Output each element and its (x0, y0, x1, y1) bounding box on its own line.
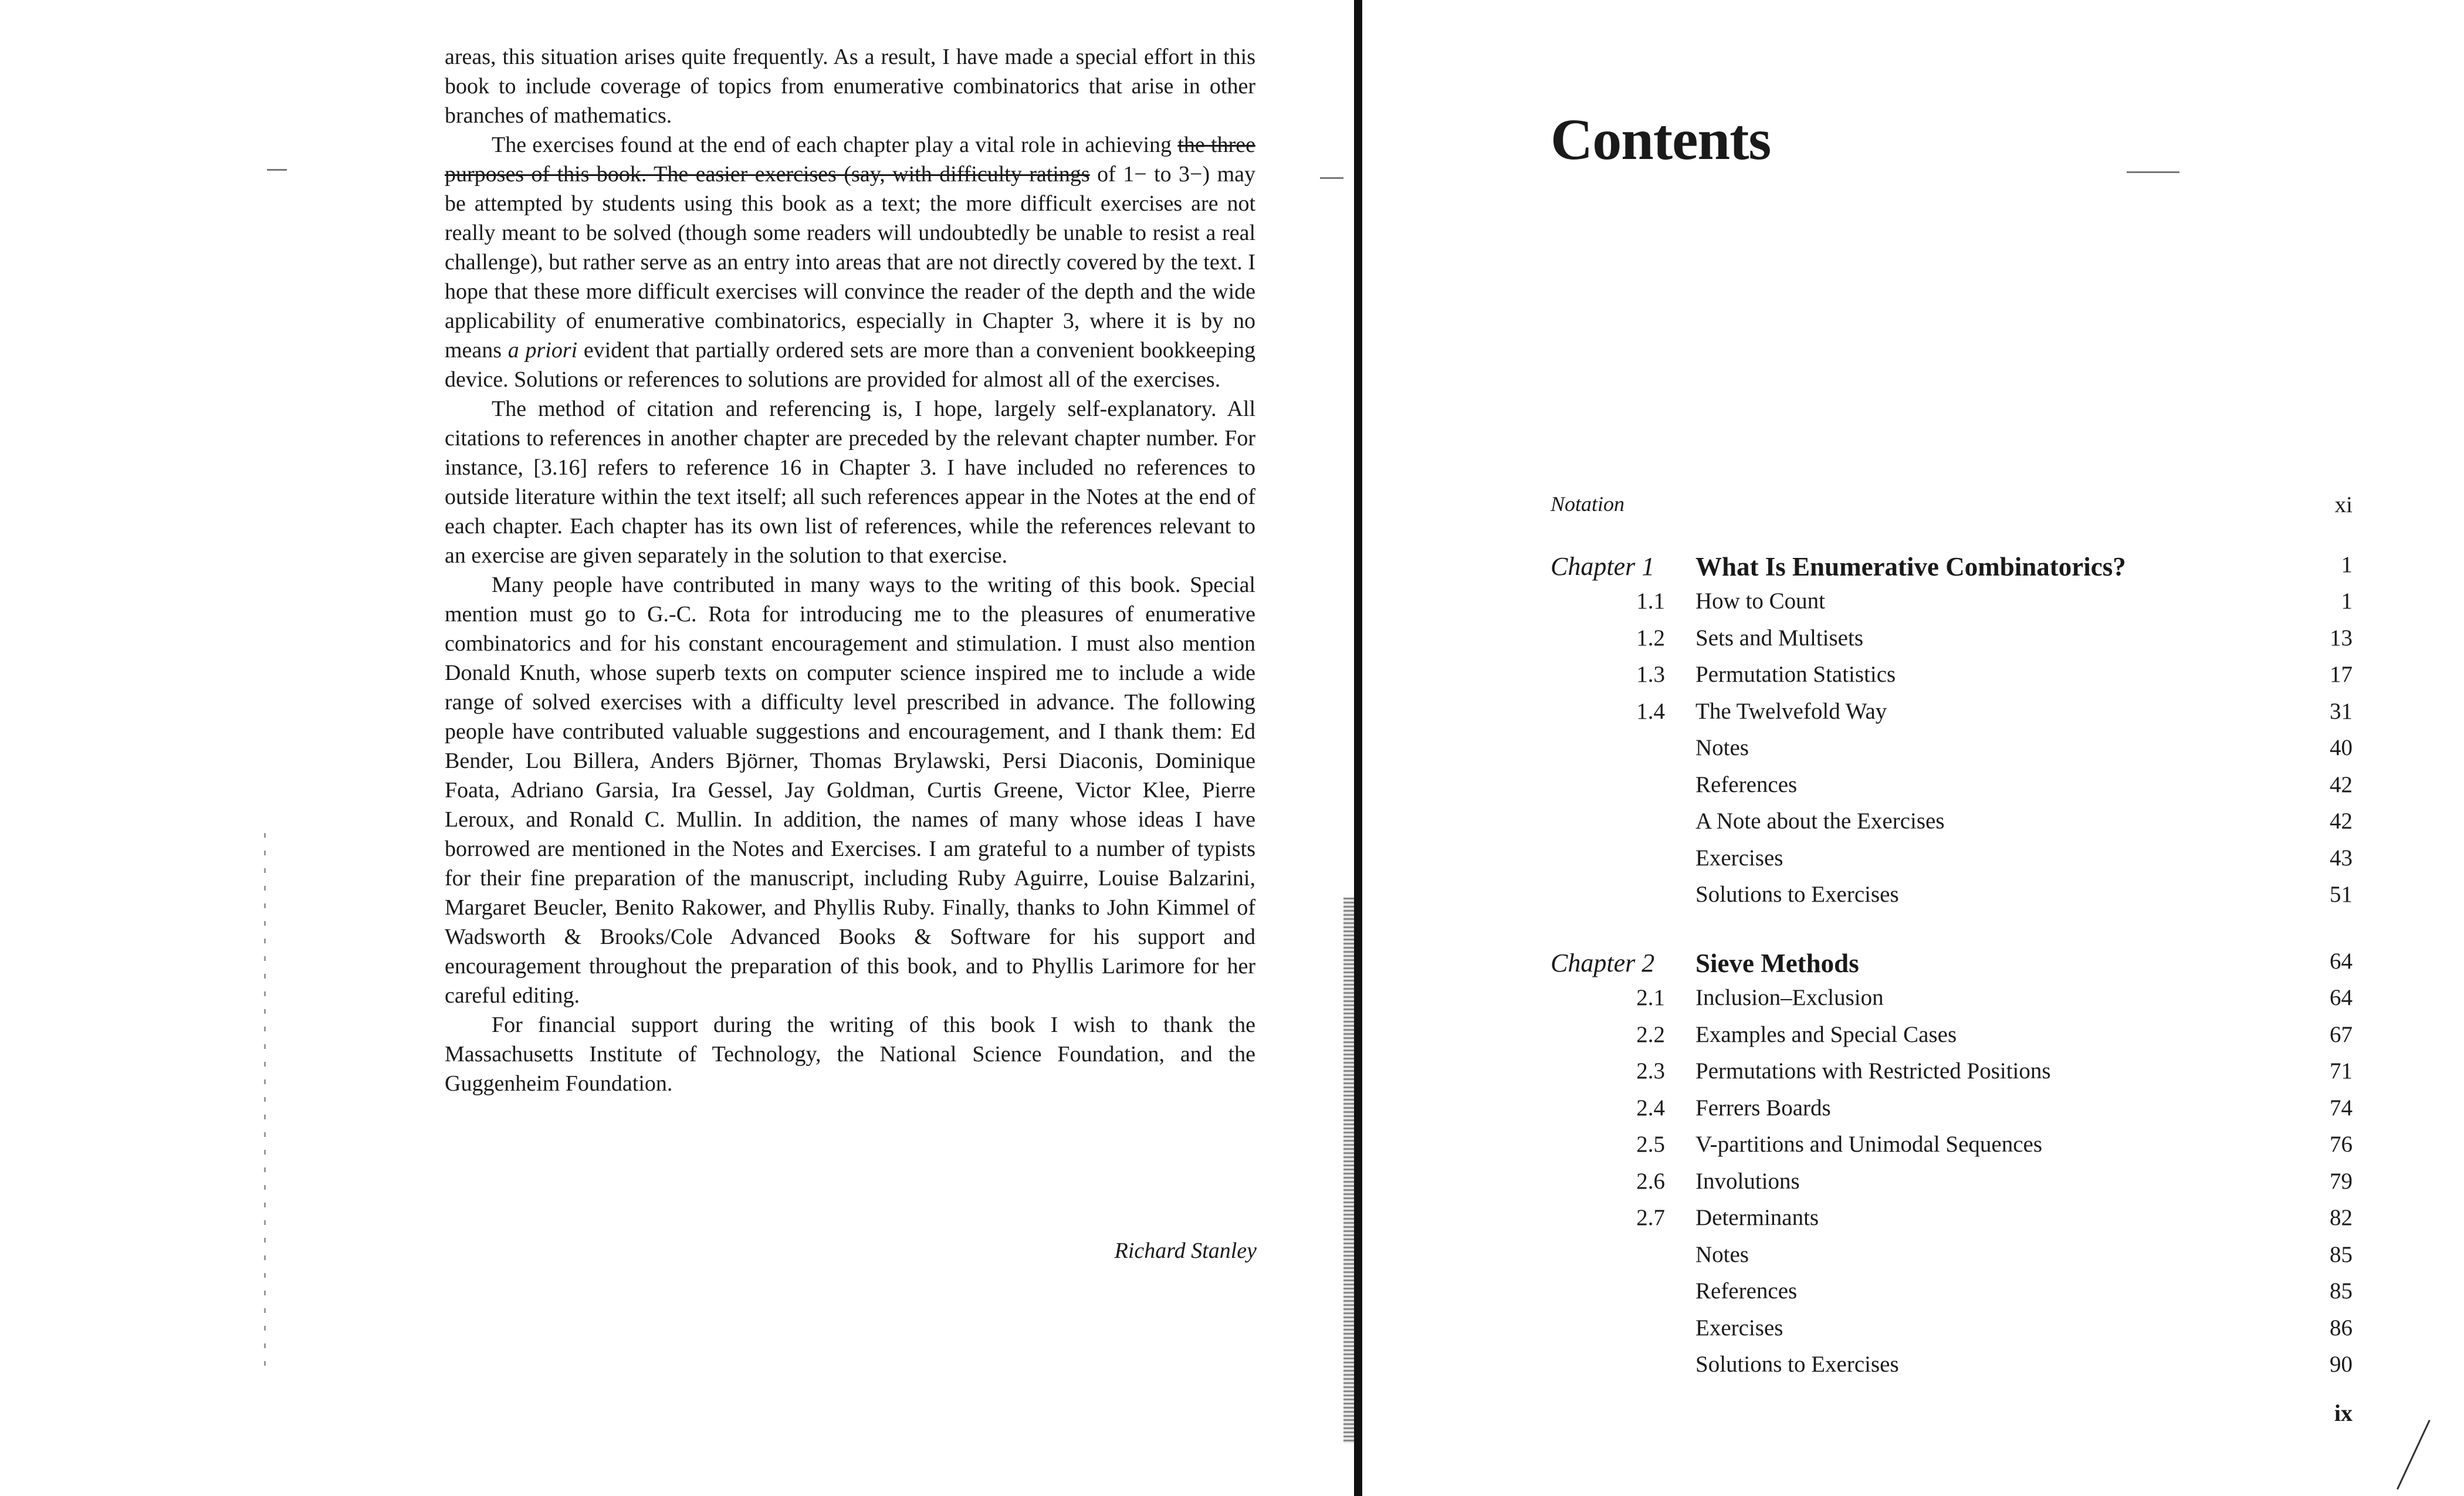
toc-entry-row (0, 808, 2464, 843)
toc-entry-row (0, 735, 2464, 770)
toc-page-number: 13 (2330, 625, 2353, 651)
toc-page-number: 74 (2330, 1095, 2353, 1121)
toc-entry-row (0, 1278, 2464, 1313)
toc-page-number: 64 (2330, 949, 2353, 974)
toc-section-title: Solutions to Exercises (1695, 882, 1899, 907)
toc-page-number: 67 (2330, 1021, 2353, 1047)
margin-tick (1320, 177, 1343, 179)
margin-tick (267, 169, 287, 171)
toc-section-title: Permutations with Restricted Positions (1695, 1058, 2051, 1084)
toc-entry-row (0, 771, 2464, 807)
margin-tick (2127, 171, 2179, 173)
toc-chapter-row (0, 948, 2464, 983)
page-number: ix (2334, 1400, 2353, 1426)
toc-section-title: The Twelvefold Way (1695, 698, 1887, 724)
toc-page-number: 40 (2330, 735, 2353, 760)
toc-chapter-title: What Is Enumerative Combinatorics? (1695, 552, 2126, 581)
toc-entry-row (0, 845, 2464, 880)
toc-page-number: 43 (2330, 845, 2353, 871)
toc-page-number: 79 (2330, 1168, 2353, 1194)
toc-chapter-label: Chapter 2 (1551, 949, 1655, 977)
toc-page-number: 51 (2330, 882, 2353, 907)
toc-entry-row (0, 984, 2464, 1020)
page-title: Contents (1551, 107, 1771, 172)
toc-section-title: Notes (1695, 1241, 1749, 1267)
toc-entry-row (0, 625, 2464, 660)
toc-section-title: A Note about the Exercises (1695, 808, 1945, 834)
toc-section-title: Determinants (1695, 1205, 1819, 1230)
signature: Richard Stanley (1114, 1238, 1257, 1263)
toc-section-number: 2.1 (1636, 985, 1665, 1010)
toc-section-title: Involutions (1695, 1168, 1800, 1194)
toc-chapter-title: Sieve Methods (1695, 949, 1859, 978)
preface-paragraph: The method of citation and referencing is, I hope, largely self-explanatory. All citations to references in another chapter are preceded by the relevant chapter number. For instance, [3.16] refers to reference 16 in Chapter 3. I have included no references to outside literature within the text itself; all such references appear in the Notes at the end of each chapter. Each chapter has its own list of references, while the references relevant to an exercise are given separately in the solution to that exercise. (445, 397, 1255, 568)
text-run: The exercises found at the end of each chapter play a vital role in achieving (492, 133, 1172, 157)
toc-section-number: 2.4 (1636, 1095, 1665, 1121)
toc-page-number: 42 (2330, 808, 2353, 834)
toc-page-number: 82 (2330, 1205, 2353, 1230)
preface-paragraph: For financial support during the writing of this book I wish to thank the Massachusetts Institute of Technology, the National Science Foundation, and the Guggenheim Foundation. (445, 1013, 1255, 1096)
toc-section-title: Sets and Multisets (1695, 625, 1864, 651)
preface-paragraph: Many people have contributed in many ways to the writing of this book. Special mention must go to G.-C. Rota for introducing me to the pleasures of enumerative combinatorics and for his constant encouragement and stimulation. I must also mention Donald Knuth, whose superb texts on computer science inspired me to include a wide range of solved exercises with a difficulty level prescribed in advance. The following people have contributed valuable suggestions and encouragement, and I thank them: Ed Bender, Lou Billera, Anders Björner, Thomas Brylawski, Persi Diaconis, Dominique Foata, Adriano Garsia, Ira Gessel, Jay Goldman, Curtis Greene, Victor Klee, Pierre Leroux, and Ronald C. Mullin. In addition, the names of many whose ideas I have borrowed are mentioned in the Notes and Exercises. I am grateful to a number of typists for their fine preparation of the manuscript, including Ruby Aguirre, Louise Balzarini, Margaret Beucler, Benito Rakower, and Phyllis Ruby. Finally, thanks to John Kimmel of Wadsworth & Brooks/Cole Advanced Books & Software for his support and encouragement throughout the preparation of this book, and to Phyllis Larimore for her careful editing. (445, 573, 1255, 1008)
toc-entry-row (0, 1095, 2464, 1130)
page-corner-mark (2397, 1420, 2431, 1490)
toc-entry-row (0, 1131, 2464, 1166)
toc-entry-row (0, 588, 2464, 623)
toc-entry-row (0, 1351, 2464, 1386)
toc-section-title: Exercises (1695, 845, 1783, 871)
toc-page-number: 86 (2330, 1315, 2353, 1341)
text-run: of 1− to 3−) may be attempted by students using this book as a text; the more difficult exercises are not really meant to be solved (though some readers will undoubtedly be unable to resist a real challenge), but rather serve as an entry into areas that are not directly covered by the text. I hope that these more difficult exercises will convince the reader of the depth and the wide applicability of enumerative combinatorics, especially in Chapter 3, where it is by no means (445, 162, 1255, 363)
toc-section-number: 2.3 (1636, 1058, 1665, 1084)
toc-page-number: 85 (2330, 1278, 2353, 1304)
text-run: evident that partially ordered sets are more than a convenient bookkeeping device. Solutions or references to solutions are provided for almost all of the exercises. (445, 338, 1256, 392)
toc-page-number: 71 (2330, 1058, 2353, 1084)
toc-page-number: xi (2334, 492, 2353, 517)
toc-section-number: 1.2 (1636, 625, 1665, 651)
toc-section-title: References (1695, 771, 1798, 797)
toc-page-number: 1 (2341, 588, 2353, 614)
toc-entry-row (0, 1058, 2464, 1093)
toc-section-title: Inclusion–Exclusion (1695, 985, 1884, 1010)
toc-section-number: 1.4 (1636, 698, 1665, 724)
toc-entry-row (0, 1204, 2464, 1240)
toc-section-number: 2.7 (1636, 1205, 1665, 1230)
toc-page-number: 1 (2341, 552, 2353, 577)
toc-page-number: 17 (2330, 662, 2353, 687)
toc-section-title: How to Count (1695, 588, 1826, 614)
toc-page-number: 90 (2330, 1352, 2353, 1377)
toc-page-number: 42 (2330, 771, 2353, 797)
toc-section-title: V-partitions and Unimodal Sequences (1695, 1132, 2043, 1157)
toc-section-title: References (1695, 1278, 1798, 1304)
toc-entry-row (0, 661, 2464, 696)
toc-section-number: 2.5 (1636, 1132, 1665, 1157)
toc-section-title: Notes (1695, 735, 1749, 760)
toc-section-title: Solutions to Exercises (1695, 1352, 1899, 1377)
italic-text: a priori (507, 338, 578, 363)
toc-section-title: Permutation Statistics (1695, 662, 1896, 687)
toc-section-number: 1.3 (1636, 662, 1665, 687)
toc-entry-row (0, 1315, 2464, 1350)
toc-chapter-label: Chapter 1 (1551, 552, 1655, 581)
struck-text: the three purposes of this book. The easier exercises (say, with difficulty ratings (445, 133, 1255, 187)
toc-section-number: 1.1 (1636, 588, 1665, 614)
preface-paragraph-exercises (445, 130, 1255, 394)
toc-notation-label: Notation (1551, 492, 1625, 516)
preface-paragraph: areas, this situation arises quite frequently. As a result, I have made a special effort in this book to include coverage of topics from enumerative combinatorics that arise in other branches of mathematics. (445, 45, 1255, 128)
toc-page-number: 31 (2330, 698, 2353, 724)
toc-notation-row (0, 492, 2464, 527)
toc-entry-row (0, 698, 2464, 733)
toc-chapter-row (0, 551, 2464, 587)
toc-entry-row (0, 881, 2464, 916)
toc-page-number: 64 (2330, 985, 2353, 1010)
toc-entry-row (0, 1168, 2464, 1203)
toc-section-title: Ferrers Boards (1695, 1095, 1831, 1121)
toc-page-number: 85 (2330, 1241, 2353, 1267)
toc-section-number: 2.2 (1636, 1021, 1665, 1047)
toc-section-title: Examples and Special Cases (1695, 1021, 1957, 1047)
toc-entry-row (0, 1241, 2464, 1277)
toc-entry-row (0, 1021, 2464, 1057)
toc-section-title: Exercises (1695, 1315, 1783, 1341)
toc-section-number: 2.6 (1636, 1168, 1665, 1194)
toc-page-number: 76 (2330, 1132, 2353, 1157)
